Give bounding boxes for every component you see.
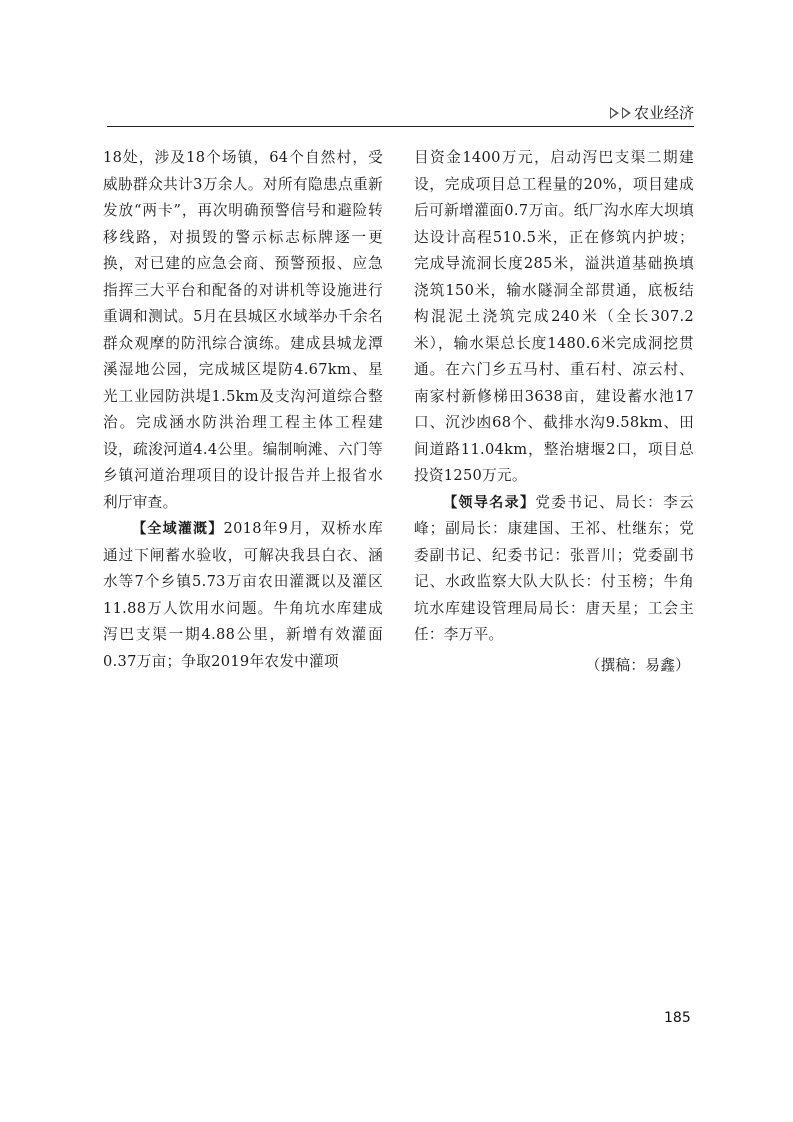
paragraph: 18处，涉及18个场镇，64个自然村，受威胁群众共计3万余人。对所有隐患点重新发放“两卡”，再次明确预警信号和避险转移线路，对损毁的警示标志标牌逐一更换，对已建的应急会商、预警预报、应急指挥三大平台和配备的对讲机等设施进行重调和测试。5月在县城区水域举办千余名群众观摩的防汛综合演练。建成县城龙潭溪湿地公园，完成城区堤防4.67km、星光工业园防洪堤1.5km及支沟河道综合整治。完成涵水防洪治理工程主体工程建设，疏浚河道4.4公里。编制响滩、六门等乡镇河道治理项目的设计报告并上报省水利厅审查。 (103, 149, 383, 511)
paragraph (103, 516, 383, 675)
section-title: 农业经济 (633, 104, 694, 122)
section-label (610, 102, 694, 123)
triangle-icon (622, 107, 631, 119)
page-number: 185 (664, 1010, 691, 1026)
triangle-icon (610, 107, 619, 119)
left-column (103, 145, 383, 675)
section-heading: 【领导名录】 (443, 494, 536, 511)
right-column (414, 145, 694, 679)
author-credit: （撰稿：易鑫） (585, 656, 690, 674)
paragraph (414, 490, 694, 649)
paragraph: 目资金1400万元，启动泻巴支渠二期建设，完成项目总工程量的20%，项目建成后可新增灌面0.7万亩。纸厂沟水库大坝填达设计高程510.5米，正在修筑内护坡；完成导流洞长度285米，溢洪道基础换填浇筑150米，输水隧洞全部贯通，底板结构混泥土浇筑完成240米（全长307.2米），输水渠总长度1480.6米完成洞挖贯通。在六门乡五马村、重石村、凉云村、南家村新修梯田3638亩，建设蓄水池17口、沉沙凼68个、截排水沟9.58km、田间道路11.04km，整治塘堰2口，项目总投资1250万元。 (414, 149, 694, 484)
paragraph-text: 2018年9月，双桥水库通过下闸蓄水验收，可解决我县白衣、涵水等7个乡镇5.73万亩农田灌溉以及灌区11.88万人饮用水问题。牛角坑水库建成泻巴支渠一期4.88公里，新增有效灌面0.37万亩；争取2019年农发中灌项 (103, 520, 383, 670)
section-heading: 【全域灌溉】 (132, 521, 224, 537)
running-header (107, 100, 694, 127)
paragraph-text: 党委书记、局长：李云峰；副局长：康建国、王祁、杜继东；党委副书记、纪委书记：张晋川；党委副书记、水政监察大队大队长：付玉榜；牛角坑水库建设管理局局长：唐天星；工会主任：李万平。 (414, 493, 694, 643)
